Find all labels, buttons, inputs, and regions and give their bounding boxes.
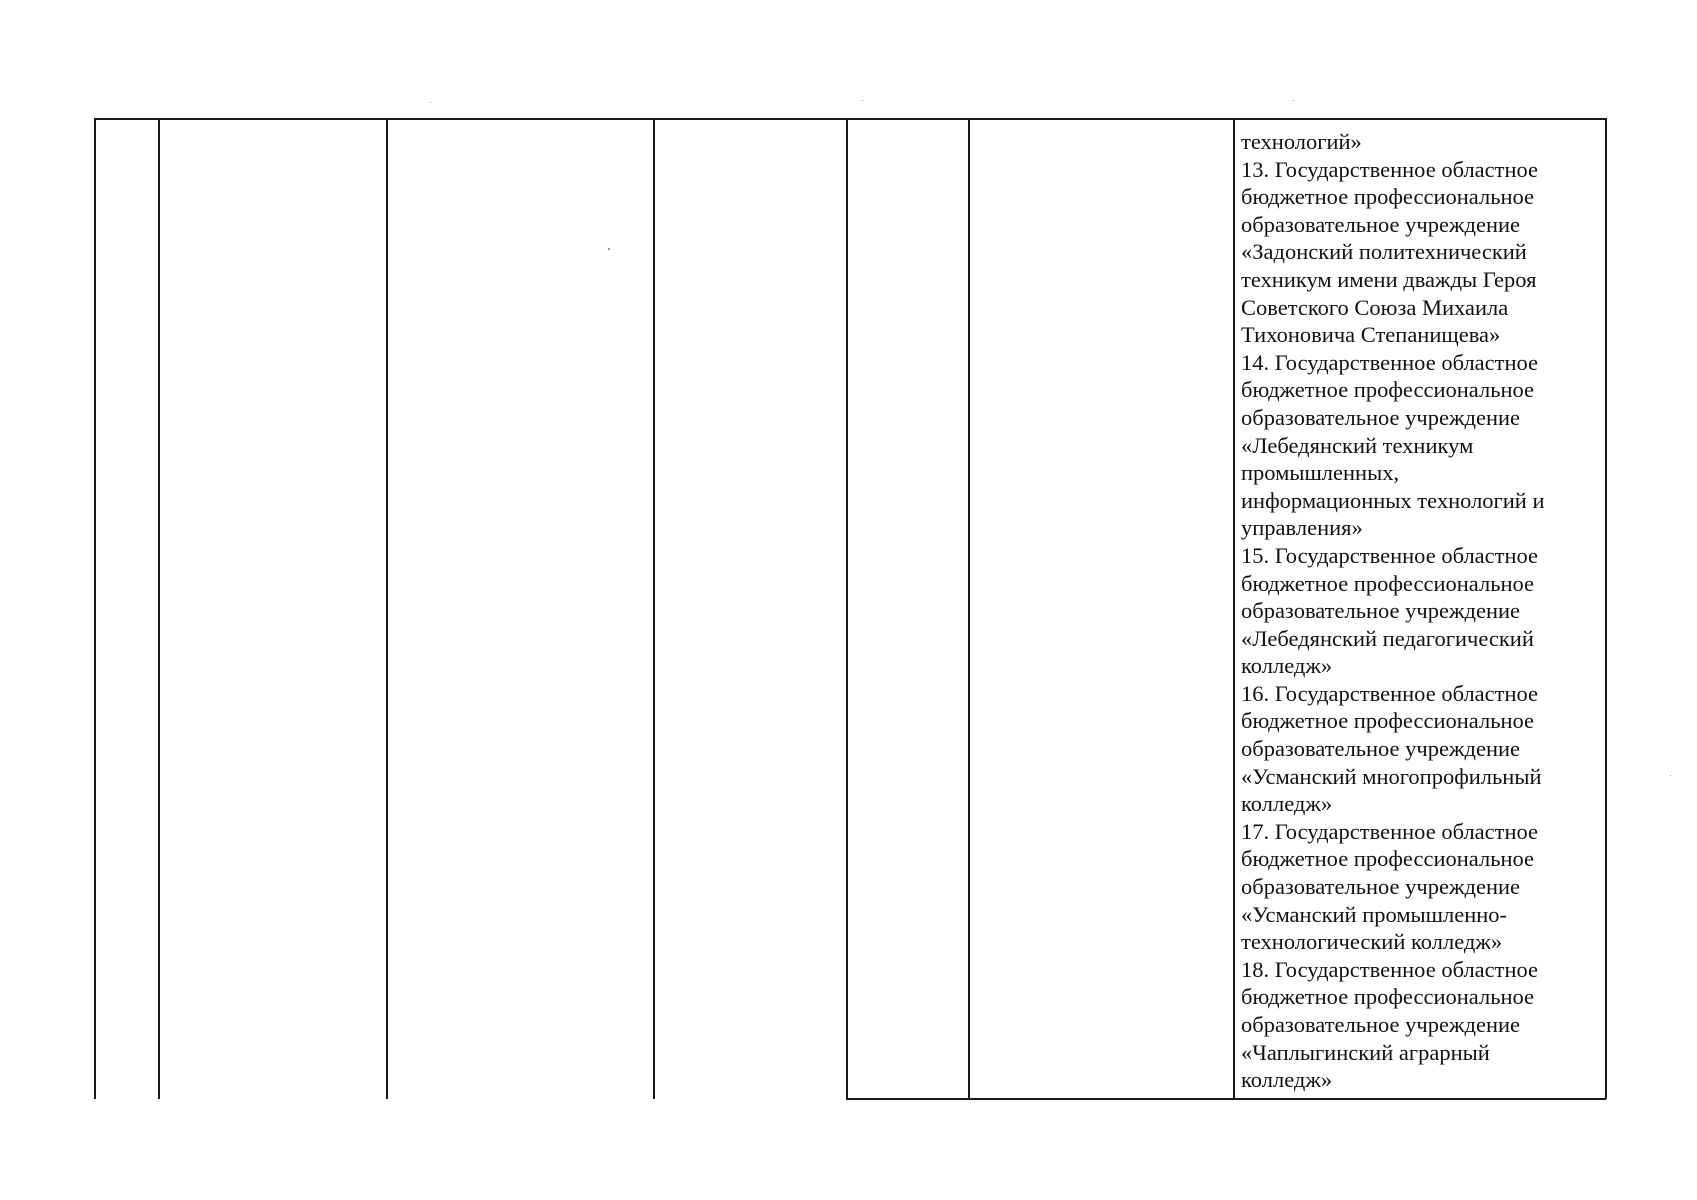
cell-text-line: образовательное учреждение bbox=[1241, 211, 1521, 237]
table-column-line-6 bbox=[968, 118, 970, 1099]
cell-text-line: образовательное учреждение bbox=[1241, 736, 1521, 762]
cell-text-line: Тихоновича Степанищева» bbox=[1241, 322, 1501, 348]
cell-text-line: колледж» bbox=[1241, 653, 1333, 679]
table-column-line-7 bbox=[1233, 118, 1235, 1099]
table-column-line-4 bbox=[653, 118, 655, 1099]
cell-text-line: 16. Государственное областное bbox=[1241, 680, 1539, 706]
cell-text-line: 14. Государственное областное bbox=[1241, 349, 1539, 375]
cell-text-line: образовательное учреждение bbox=[1241, 598, 1521, 624]
cell-text-line: «Усманский многопрофильный bbox=[1241, 763, 1542, 789]
cell-text-line: информационных технологий и bbox=[1241, 487, 1545, 513]
table-column-line-1 bbox=[94, 118, 96, 1099]
table-top-border bbox=[94, 118, 1606, 120]
cell-text-line: технологический колледж» bbox=[1241, 929, 1503, 955]
cell-text-line: образовательное учреждение bbox=[1241, 404, 1521, 430]
cell-text-line: бюджетное профессиональное bbox=[1241, 184, 1535, 210]
cell-text-line: бюджетное профессиональное bbox=[1241, 570, 1535, 596]
cell-text-line: «Лебедянский техникум bbox=[1241, 432, 1474, 458]
cell-text-line: 18. Государственное областное bbox=[1241, 956, 1539, 982]
cell-text-line: «Лебедянский педагогический bbox=[1241, 625, 1534, 651]
cell-text-line: Советского Союза Михаила bbox=[1241, 294, 1509, 320]
table-column-line-2 bbox=[158, 118, 160, 1099]
cell-text-line: 17. Государственное областное bbox=[1241, 818, 1539, 844]
cell-text-line: образовательное учреждение bbox=[1241, 1012, 1521, 1037]
cell-text-line: технологий» bbox=[1241, 129, 1362, 154]
table-column-line-5 bbox=[846, 118, 848, 1099]
cell-text-line: бюджетное профессиональное bbox=[1241, 984, 1535, 1010]
scan-speck bbox=[430, 102, 431, 103]
cell-text-line: промышленных, bbox=[1241, 460, 1400, 486]
scan-speck bbox=[862, 100, 863, 101]
cell-text-line: бюджетное профессиональное bbox=[1241, 377, 1535, 403]
cell-text-line: техникум имени дважды Героя bbox=[1241, 266, 1537, 292]
cell-text-line: бюджетное профессиональное bbox=[1241, 846, 1535, 872]
table-column-line-8 bbox=[1605, 118, 1607, 1099]
table-column-line-3 bbox=[386, 118, 388, 1099]
cell-text-line: колледж» bbox=[1241, 791, 1333, 817]
cell-text-line: колледж» bbox=[1241, 1067, 1333, 1093]
cell-text-line: управления» bbox=[1241, 515, 1363, 541]
scan-speck bbox=[1670, 775, 1671, 776]
cell-text-line: «Усманский промышленно- bbox=[1241, 901, 1508, 927]
cell-text-line: 15. Государственное областное bbox=[1241, 542, 1539, 568]
cell-text-line: «Чаплыгинский аграрный bbox=[1241, 1039, 1490, 1065]
scan-speck bbox=[1293, 100, 1294, 101]
cell-text-line: образовательное учреждение bbox=[1241, 874, 1521, 900]
table-cell-last-column bbox=[1241, 128, 1601, 1094]
cell-text-line: «Задонский политехнический bbox=[1241, 239, 1527, 265]
cell-text-line: бюджетное профессиональное bbox=[1241, 708, 1535, 734]
cell-text-line: 13. Государственное областное bbox=[1241, 156, 1539, 182]
table-bottom-border bbox=[846, 1098, 1606, 1100]
scan-speck bbox=[608, 248, 610, 250]
